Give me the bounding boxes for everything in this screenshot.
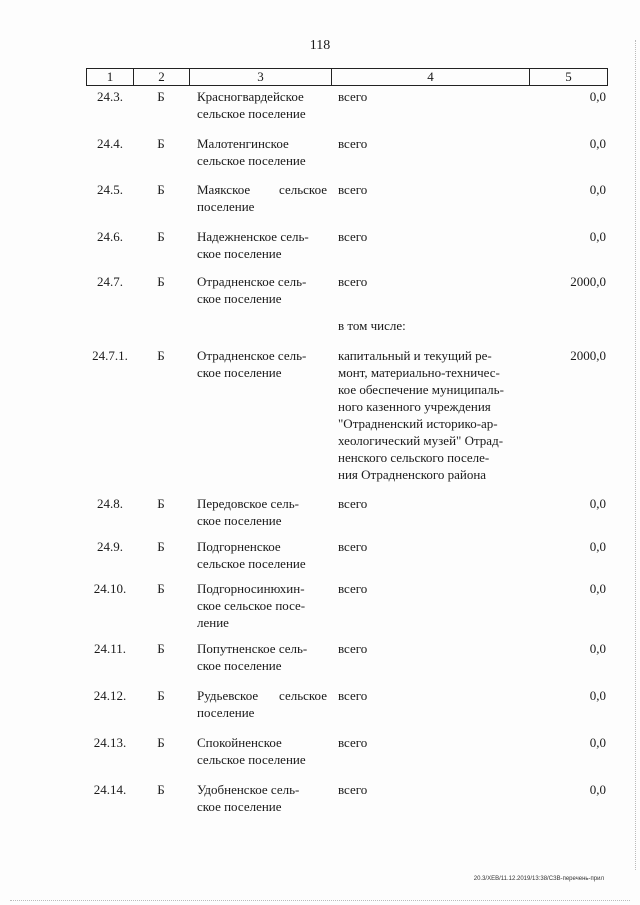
row-amount: 0,0 [589,136,606,151]
row-amount: 0,0 [589,539,606,554]
column-header-1: 1 [87,69,134,85]
row-number: 24.4. [97,136,123,151]
column-header-5: 5 [565,69,572,84]
settlement-name: Рудьевское сельское поселение [197,688,327,720]
row-amount: 0,0 [589,581,606,596]
table-header [86,68,608,86]
row-number: 24.3. [97,89,123,104]
row-number: 24.7.1. [92,348,128,363]
row-category: Б [157,274,165,289]
row-description: всего [338,581,368,596]
row-description: всего [338,735,368,750]
row-description: всего [338,182,368,197]
row-amount: 2000,0 [570,348,606,363]
column-header-2: 2 [134,69,190,85]
settlement-name: Красногвардейское сельское поселение [197,89,306,121]
row-description: всего [338,641,368,656]
row-category: Б [157,688,165,703]
row-amount: 0,0 [589,688,606,703]
column-header-4: 4 [332,69,530,85]
settlement-name: Передовское сель- ское поселение [197,496,299,528]
row-amount: 0,0 [589,496,606,511]
row-amount: 0,0 [589,89,606,104]
settlement-name: Спокойненское сельское поселение [197,735,306,767]
row-description: всего [338,136,368,151]
column-header-3: 3 [190,69,332,85]
row-number: 24.5. [97,182,123,197]
settlement-name: Малотенгинское сельское поселение [197,136,306,168]
row-category: Б [157,496,165,511]
settlement-name: Отрадненское сель- ское поселение [197,348,307,380]
row-description: капитальный и текущий ре- монт, материально-техничес- кое обеспечение муниципаль- ного казенного учреждения "Отрадненский историко-ар- хеологический музей" Отрад- ненского сельского поселе- ния Отрадненского района [338,348,504,482]
row-number: 24.11. [93,641,127,656]
row-number: 24.6. [97,229,123,244]
row-number: 24.9. [97,539,123,554]
row-number: 24.13. [93,735,127,750]
settlement-name: Маякское сельское поселение [197,182,327,214]
row-description: всего [338,539,368,554]
row-category: Б [157,89,165,104]
row-category: Б [157,782,165,797]
settlement-name: Надежненское сель- ское поселение [197,229,309,261]
scan-edge-bottom [10,899,630,901]
row-category: Б [157,136,165,151]
row-amount: 0,0 [589,782,606,797]
row-description: всего [338,782,368,797]
row-number: 24.12. [93,688,127,703]
row-category: Б [157,348,165,363]
row-description: всего [338,89,368,104]
row-category: Б [157,641,165,656]
row-category: Б [157,581,165,596]
document-footer: 20.3/ХЕВ/11.12.2019/13:38/СЗВ-перечень-прил [473,876,604,882]
settlement-name: Попутненское сель- ское поселение [197,641,308,673]
scan-edge-right [634,40,636,870]
row-description: всего [338,496,368,511]
settlement-name: Подгорненское сельское поселение [197,539,306,571]
row-amount: 0,0 [589,182,606,197]
row-amount: 0,0 [589,229,606,244]
row-description: всего [338,688,368,703]
row-category: Б [157,735,165,750]
settlement-name: Отрадненское сель- ское поселение [197,274,307,306]
row-amount: 0,0 [589,641,606,656]
row-number: 24.14. [93,782,127,797]
settlement-name: Удобненское сель- ское поселение [197,782,300,814]
row-category: Б [157,229,165,244]
subheading-including: в том числе: [338,318,406,333]
row-number: 24.7. [97,274,123,289]
page-number: 118 [309,38,331,53]
row-category: Б [157,539,165,554]
row-number: 24.8. [97,496,123,511]
row-amount: 0,0 [589,735,606,750]
row-category: Б [157,182,165,197]
settlement-name: Подгорносинюхин- ское сельское посе- ление [197,581,306,630]
row-description: всего [338,229,368,244]
row-number: 24.10. [93,581,127,596]
row-amount: 2000,0 [570,274,606,289]
row-description: всего [338,274,368,289]
